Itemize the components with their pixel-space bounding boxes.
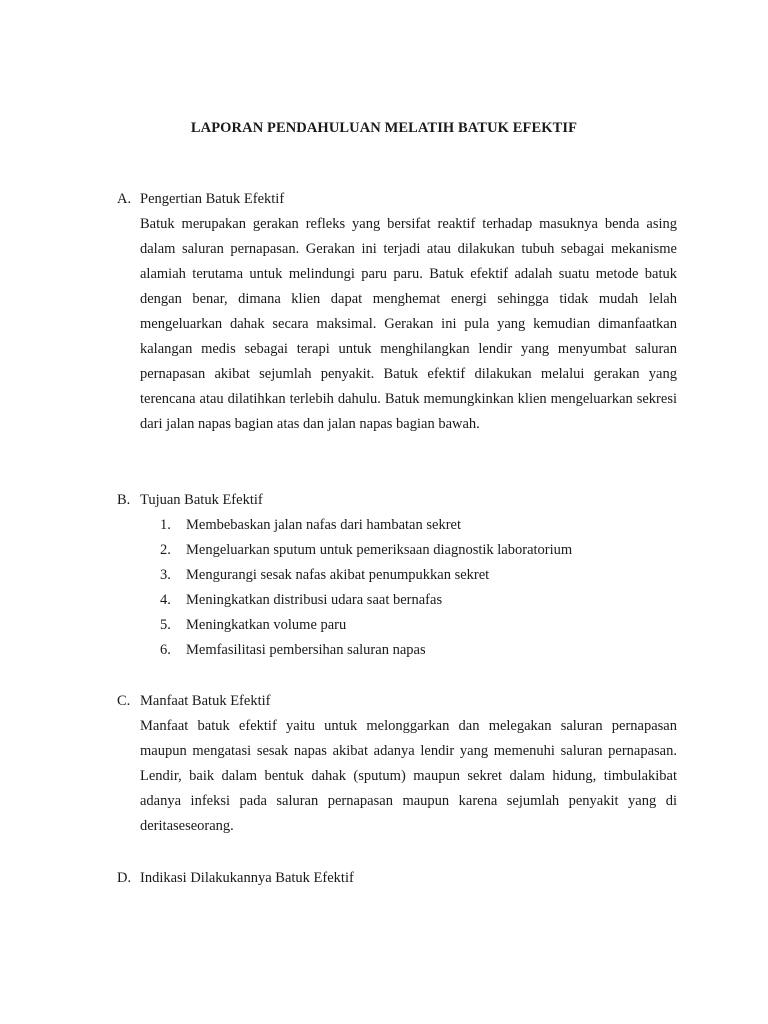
section-letter: A. — [117, 191, 132, 207]
list-text: Meningkatkan volume paru — [186, 617, 347, 633]
list-number: 3. — [160, 567, 171, 583]
list-text: Memfasilitasi pembersihan saluran napas — [186, 642, 426, 658]
section-letter: C. — [117, 693, 131, 709]
list-text: Mengurangi sesak nafas akibat penumpukkan sekret — [186, 567, 490, 583]
section-title: Pengertian Batuk Efektif — [140, 191, 285, 207]
goals-list — [160, 513, 677, 663]
list-text: Membebaskan jalan nafas dari hambatan sekret — [186, 517, 461, 533]
section-heading — [117, 488, 677, 513]
section-letter: D. — [117, 870, 132, 886]
section-manfaat — [117, 689, 677, 839]
section-title: Tujuan Batuk Efektif — [140, 492, 263, 508]
list-item — [160, 638, 677, 663]
list-item — [160, 513, 677, 538]
list-number: 5. — [160, 617, 171, 633]
list-item — [160, 613, 677, 638]
list-number: 6. — [160, 642, 171, 658]
list-item — [160, 538, 677, 563]
list-item — [160, 563, 677, 588]
section-heading — [117, 689, 677, 714]
list-text: Meningkatkan distribusi udara saat bernafas — [186, 592, 443, 608]
list-number: 4. — [160, 592, 171, 608]
section-indikasi — [117, 866, 677, 891]
list-item — [160, 588, 677, 613]
section-heading — [117, 866, 677, 891]
list-number: 2. — [160, 542, 171, 558]
section-paragraph: Batuk merupakan gerakan refleks yang bersifat reaktif terhadap masuknya benda asing dalam saluran pernapasan. Gerakan ini terjadi atau dilakukan tubuh sebagai mekanisme alamiah terutama untuk melindungi paru paru. Batuk efektif adalah suatu metode batuk dengan benar, dimana klien dapat menghemat energi sehingga tidak mudah lelah mengeluarkan dahak secara maksimal. Gerakan ini pula yang kemudian dimanfaatkan kalangan medis sebagai terapi untuk menghilangkan lendir yang menyumbat saluran pernapasan akibat sejumlah penyakit. Batuk efektif dilakukan melalui gerakan yang terencana atau dilatihkan terlebih dahulu. Batuk memungkinkan klien mengeluarkan sekresi dari jalan napas bagian atas dan jalan napas bagian bawah. — [140, 216, 677, 432]
section-title: Manfaat Batuk Efektif — [140, 693, 271, 709]
section-heading — [117, 187, 677, 212]
section-paragraph: Manfaat batuk efektif yaitu untuk melonggarkan dan melegakan saluran pernapasan maupun mengatasi sesak napas akibat adanya lendir yang memenuhi saluran pernapasan. Lendir, baik dalam bentuk dahak (sputum) maupun sekret dalam hidung, timbulakibat adanya infeksi pada saluran pernapasan maupun karena sejumlah penyakit yang di deritaseseorang. — [140, 718, 677, 834]
section-letter: B. — [117, 492, 131, 508]
document-title: LAPORAN PENDAHULUAN MELATIH BATUK EFEKTIF — [190, 120, 578, 136]
section-title: Indikasi Dilakukannya Batuk Efektif — [140, 870, 354, 886]
section-tujuan — [117, 488, 677, 663]
list-number: 1. — [160, 517, 171, 533]
list-text: Mengeluarkan sputum untuk pemeriksaan diagnostik laboratorium — [186, 542, 573, 558]
section-pengertian — [117, 187, 677, 437]
